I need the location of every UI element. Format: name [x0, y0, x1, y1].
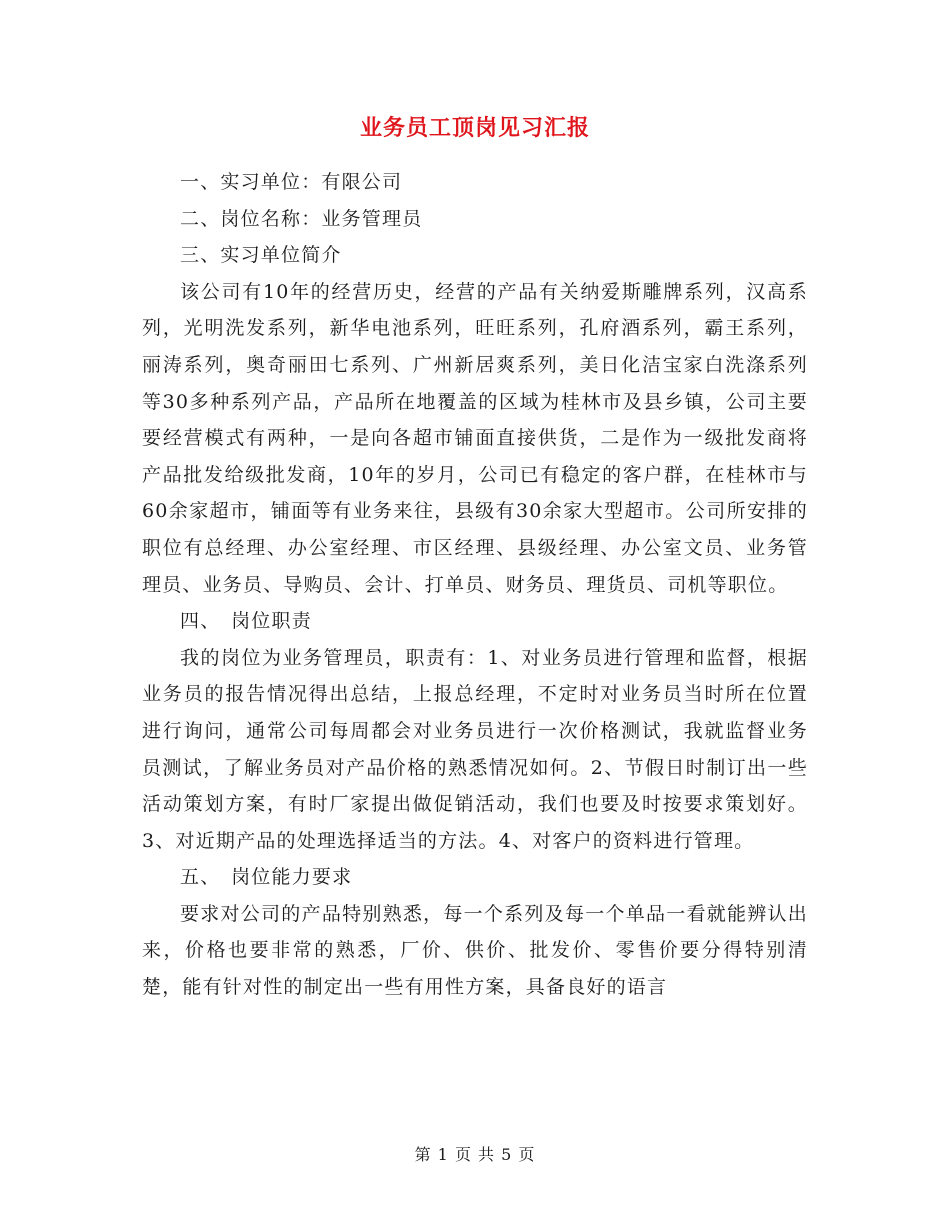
section-heading-requirements: 五、 岗位能力要求	[180, 866, 353, 889]
paragraph-requirements: 要求对公司的产品特别熟悉，每一个系列及每一个单品一看就能辨认出来，价格也要非常的熟悉，厂价、供价、批发价、零售价要分得特别清楚，能有针对性的制定出一些有用性方案，具备良好的语言	[142, 902, 808, 999]
section-heading-intro: 三、实习单位简介	[180, 244, 342, 267]
section-heading-unit: 一、实习单位：有限公司	[180, 171, 403, 193]
section-heading-position: 二、岗位名称：业务管理员	[180, 207, 423, 230]
paragraph-company-intro: 该公司有10年的经营历史，经营的产品有关纳爱斯雕牌系列，汉高系列，光明洗发系列，新华电池系列，旺旺系列，孔府酒系列，霸王系列，丽涛系列，奥奇丽田七系列、广州新居爽系列，美日化洁宝家白洗涤系列等30多种系列产品，产品所在地覆盖的区域为桂林市及县乡镇，公司主要要经营模式有两种，一是向各超市铺面直接供货，二是作为一级批发商将产品批发给级批发商，10年的岁月，公司已有稳定的客户群，在桂林市与60余家超市，铺面等有业务来往，县级有30余家大型超市。公司所安排的职位有总经理、办公室经理、市区经理、县级经理、办公室文员、业务管理员、业务员、导购员、会计、打单员、财务员、理货员、司机等职位。	[142, 280, 808, 596]
document-title: 业务员工顶岗见习汇报	[359, 115, 590, 141]
section-heading-duties: 四、 岗位职责	[180, 610, 312, 633]
document-body	[142, 164, 808, 1006]
page-number-label: 第 1 页 共 5 页	[414, 1145, 536, 1164]
paragraph-duties: 我的岗位为业务管理员，职责有：1、对业务员进行管理和监督，根据业务员的报告情况得出总结，上报总经理，不定时对业务员当时所在位置进行询问，通常公司每周都会对业务员进行一次价格测试，我就监督业务员测试，了解业务员对产品价格的熟悉情况如何。2、节假日时制订出一些活动策划方案，有时厂家提出做促销活动，我们也要及时按要求策划好。3、对近期产品的处理选择适当的方法。4、对客户的资料进行管理。	[142, 646, 808, 852]
page-footer	[0, 1143, 950, 1167]
